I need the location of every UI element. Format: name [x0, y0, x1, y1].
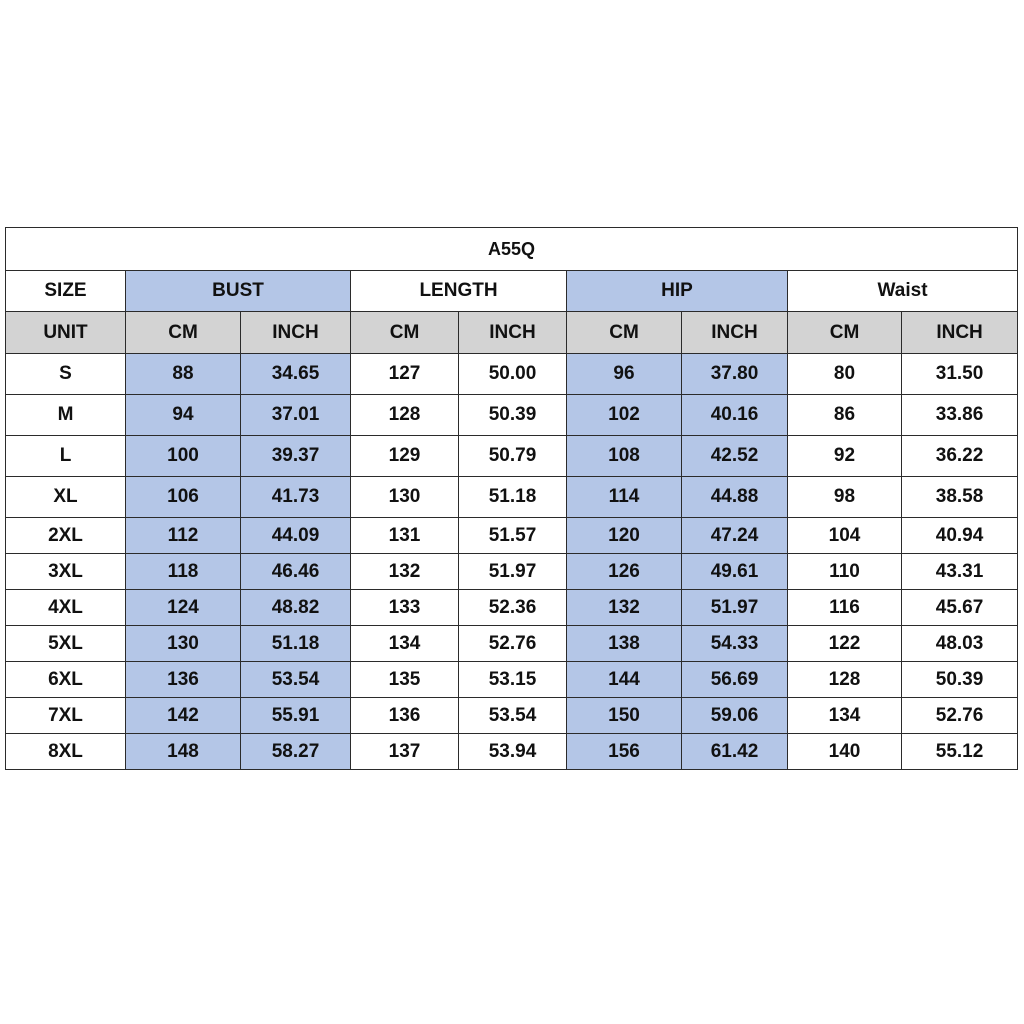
length-cm-cell: 137	[351, 734, 459, 770]
measurement-header-row	[6, 271, 1018, 312]
hip-cm-cell: 156	[567, 734, 682, 770]
waist-cm-cell: 116	[788, 590, 902, 626]
hip-cm-cell: 108	[567, 436, 682, 477]
size-cell: S	[6, 354, 126, 395]
length-cm-cell: 134	[351, 626, 459, 662]
waist-inch-cell: 38.58	[902, 477, 1018, 518]
hip-inch-header: INCH	[682, 312, 788, 354]
hip-header: HIP	[567, 271, 788, 312]
hip-inch-cell: 47.24	[682, 518, 788, 554]
length-inch-cell: 51.97	[459, 554, 567, 590]
length-header: LENGTH	[351, 271, 567, 312]
unit-header-row	[6, 312, 1018, 354]
waist-inch-cell: 33.86	[902, 395, 1018, 436]
hip-inch-cell: 61.42	[682, 734, 788, 770]
hip-inch-cell: 56.69	[682, 662, 788, 698]
bust-cm-cell: 100	[126, 436, 241, 477]
length-inch-cell: 53.54	[459, 698, 567, 734]
table-row	[6, 554, 1018, 590]
length-inch-cell: 51.18	[459, 477, 567, 518]
size-cell: 5XL	[6, 626, 126, 662]
hip-inch-cell: 37.80	[682, 354, 788, 395]
table-row	[6, 477, 1018, 518]
size-cell: L	[6, 436, 126, 477]
size-chart-table	[5, 227, 1018, 770]
waist-inch-header: INCH	[902, 312, 1018, 354]
waist-inch-cell: 36.22	[902, 436, 1018, 477]
waist-inch-cell: 43.31	[902, 554, 1018, 590]
table-row	[6, 436, 1018, 477]
hip-inch-cell: 49.61	[682, 554, 788, 590]
length-cm-cell: 128	[351, 395, 459, 436]
bust-inch-cell: 41.73	[241, 477, 351, 518]
length-inch-cell: 50.00	[459, 354, 567, 395]
hip-cm-cell: 144	[567, 662, 682, 698]
length-cm-cell: 132	[351, 554, 459, 590]
table-row	[6, 626, 1018, 662]
waist-cm-cell: 122	[788, 626, 902, 662]
length-cm-cell: 129	[351, 436, 459, 477]
hip-inch-cell: 51.97	[682, 590, 788, 626]
bust-cm-header: CM	[126, 312, 241, 354]
length-inch-cell: 52.36	[459, 590, 567, 626]
hip-cm-cell: 138	[567, 626, 682, 662]
length-inch-header: INCH	[459, 312, 567, 354]
bust-inch-cell: 44.09	[241, 518, 351, 554]
waist-header: Waist	[788, 271, 1018, 312]
size-rows	[6, 354, 1018, 770]
table-row	[6, 354, 1018, 395]
bust-inch-cell: 34.65	[241, 354, 351, 395]
waist-cm-cell: 92	[788, 436, 902, 477]
length-cm-cell: 131	[351, 518, 459, 554]
waist-inch-cell: 31.50	[902, 354, 1018, 395]
waist-cm-cell: 86	[788, 395, 902, 436]
waist-cm-cell: 98	[788, 477, 902, 518]
hip-cm-cell: 114	[567, 477, 682, 518]
bust-header: BUST	[126, 271, 351, 312]
table-row	[6, 395, 1018, 436]
bust-cm-cell: 142	[126, 698, 241, 734]
bust-cm-cell: 112	[126, 518, 241, 554]
length-inch-cell: 51.57	[459, 518, 567, 554]
unit-header: UNIT	[6, 312, 126, 354]
hip-inch-cell: 59.06	[682, 698, 788, 734]
waist-cm-cell: 110	[788, 554, 902, 590]
waist-cm-cell: 104	[788, 518, 902, 554]
length-cm-cell: 127	[351, 354, 459, 395]
hip-cm-cell: 126	[567, 554, 682, 590]
bust-inch-cell: 37.01	[241, 395, 351, 436]
length-inch-cell: 53.94	[459, 734, 567, 770]
table-row	[6, 734, 1018, 770]
length-inch-cell: 53.15	[459, 662, 567, 698]
waist-cm-header: CM	[788, 312, 902, 354]
size-header: SIZE	[6, 271, 126, 312]
size-cell: 7XL	[6, 698, 126, 734]
waist-cm-cell: 80	[788, 354, 902, 395]
length-inch-cell: 50.39	[459, 395, 567, 436]
size-cell: 3XL	[6, 554, 126, 590]
hip-cm-header: CM	[567, 312, 682, 354]
hip-cm-cell: 132	[567, 590, 682, 626]
table-row	[6, 662, 1018, 698]
hip-inch-cell: 42.52	[682, 436, 788, 477]
bust-cm-cell: 124	[126, 590, 241, 626]
hip-inch-cell: 44.88	[682, 477, 788, 518]
hip-cm-cell: 150	[567, 698, 682, 734]
bust-cm-cell: 88	[126, 354, 241, 395]
size-cell: XL	[6, 477, 126, 518]
hip-inch-cell: 40.16	[682, 395, 788, 436]
chart-title: A55Q	[6, 228, 1018, 271]
bust-inch-cell: 58.27	[241, 734, 351, 770]
size-cell: 2XL	[6, 518, 126, 554]
table-row	[6, 698, 1018, 734]
bust-inch-cell: 48.82	[241, 590, 351, 626]
hip-inch-cell: 54.33	[682, 626, 788, 662]
bust-cm-cell: 118	[126, 554, 241, 590]
bust-inch-header: INCH	[241, 312, 351, 354]
waist-inch-cell: 52.76	[902, 698, 1018, 734]
bust-inch-cell: 39.37	[241, 436, 351, 477]
hip-cm-cell: 120	[567, 518, 682, 554]
size-cell: M	[6, 395, 126, 436]
size-cell: 4XL	[6, 590, 126, 626]
length-cm-cell: 130	[351, 477, 459, 518]
table-row	[6, 518, 1018, 554]
waist-inch-cell: 50.39	[902, 662, 1018, 698]
waist-cm-cell: 134	[788, 698, 902, 734]
bust-cm-cell: 94	[126, 395, 241, 436]
title-row	[6, 228, 1018, 271]
length-inch-cell: 50.79	[459, 436, 567, 477]
bust-cm-cell: 106	[126, 477, 241, 518]
waist-cm-cell: 128	[788, 662, 902, 698]
waist-inch-cell: 55.12	[902, 734, 1018, 770]
size-cell: 6XL	[6, 662, 126, 698]
length-cm-header: CM	[351, 312, 459, 354]
bust-inch-cell: 53.54	[241, 662, 351, 698]
waist-inch-cell: 40.94	[902, 518, 1018, 554]
length-cm-cell: 135	[351, 662, 459, 698]
bust-inch-cell: 55.91	[241, 698, 351, 734]
bust-cm-cell: 130	[126, 626, 241, 662]
bust-cm-cell: 148	[126, 734, 241, 770]
bust-inch-cell: 51.18	[241, 626, 351, 662]
length-inch-cell: 52.76	[459, 626, 567, 662]
waist-inch-cell: 45.67	[902, 590, 1018, 626]
length-cm-cell: 136	[351, 698, 459, 734]
bust-inch-cell: 46.46	[241, 554, 351, 590]
hip-cm-cell: 102	[567, 395, 682, 436]
size-cell: 8XL	[6, 734, 126, 770]
waist-inch-cell: 48.03	[902, 626, 1018, 662]
length-cm-cell: 133	[351, 590, 459, 626]
waist-cm-cell: 140	[788, 734, 902, 770]
table-row	[6, 590, 1018, 626]
bust-cm-cell: 136	[126, 662, 241, 698]
hip-cm-cell: 96	[567, 354, 682, 395]
